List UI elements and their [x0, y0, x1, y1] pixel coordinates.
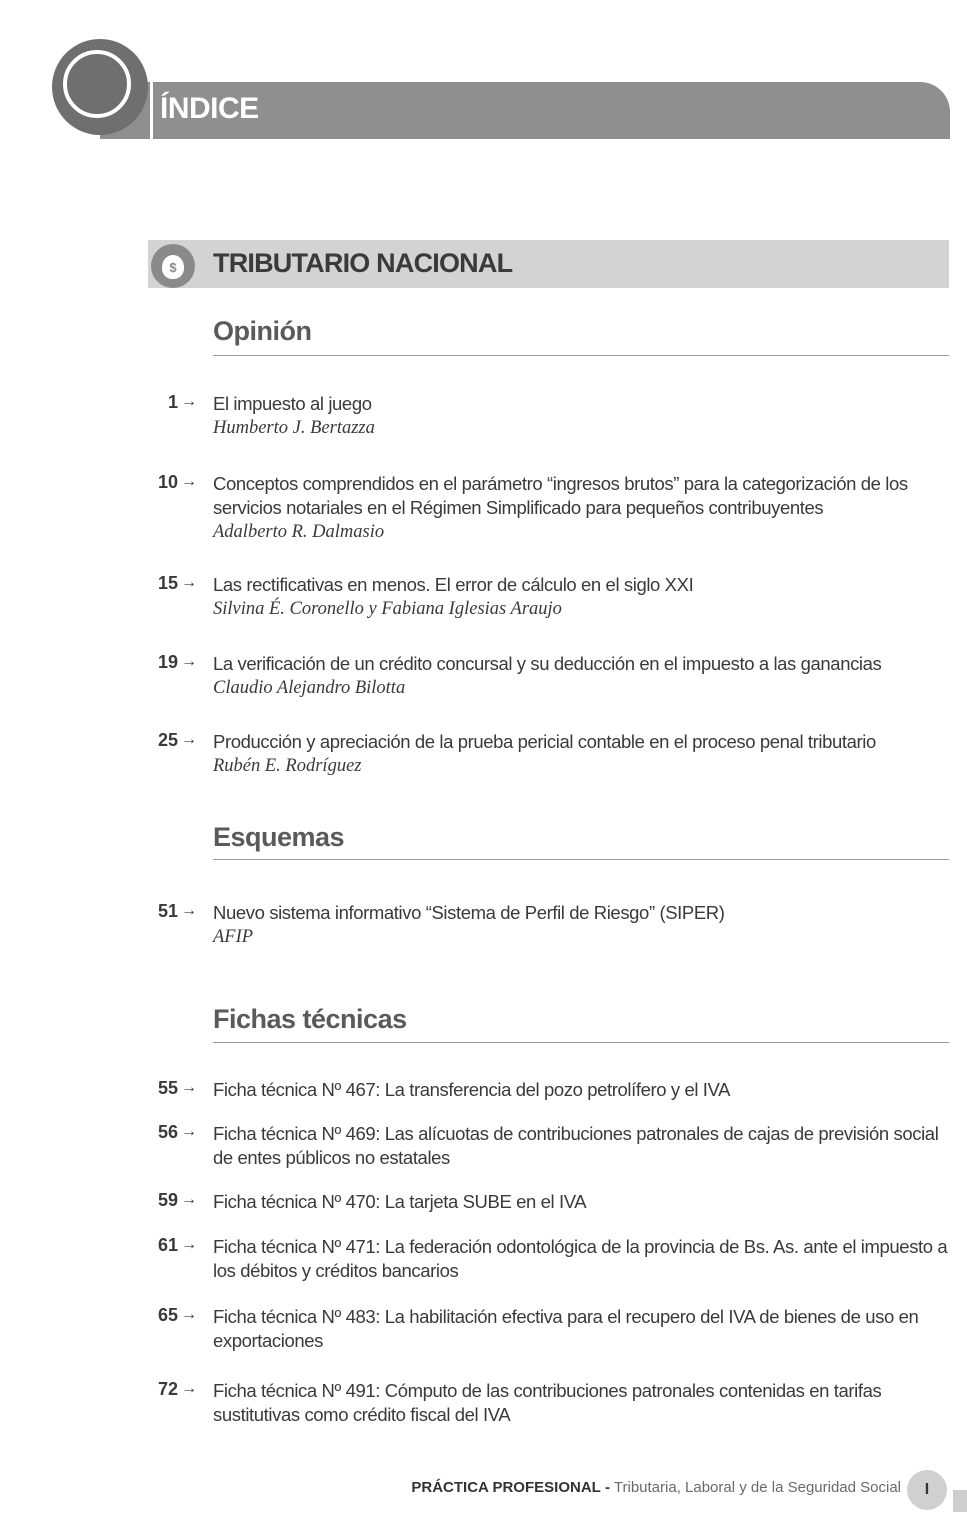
entry-title: Ficha técnica Nº 471: La federación odontológica de la provincia de Bs. As. ante el impuesto a los débitos y créditos bancarios: [213, 1236, 948, 1281]
footer-decoration: [953, 1490, 967, 1512]
entry-title: Ficha técnica Nº 469: Las alícuotas de contribuciones patronales de cajas de previsión social de entes públicos no estatales: [213, 1123, 939, 1168]
entry-author: AFIP: [213, 927, 254, 947]
arrow-right-icon: →: [181, 1306, 197, 1323]
entry-title: Ficha técnica Nº 483: La habilitación efectiva para el recupero del IVA de bienes de uso en exportaciones: [213, 1306, 919, 1351]
entry-page-number: 61: [157, 1235, 178, 1255]
entry-title: El impuesto al juego: [213, 393, 372, 414]
entry-title: Producción y apreciación de la prueba pericial contable en el proceso penal tributario: [213, 731, 876, 752]
section-title: TRIBUTARIO NACIONAL: [213, 248, 513, 278]
arrow-right-icon: →: [181, 731, 197, 748]
entry-page-number: 25: [157, 730, 178, 750]
arrow-right-icon: →: [181, 1380, 197, 1397]
money-bag-symbol: $: [162, 255, 184, 279]
entry-author: Rubén E. Rodríguez: [213, 756, 362, 776]
subsection-title-opinion: Opinión: [213, 316, 312, 346]
arrow-right-icon: →: [181, 902, 197, 919]
entry-author: Silvina É. Coronello y Fabiana Iglesias Araujo: [213, 599, 562, 619]
entry-author: Claudio Alejandro Bilotta: [213, 678, 406, 698]
entry-page-number: 65: [157, 1305, 178, 1325]
entry-author: Adalberto R. Dalmasio: [213, 522, 385, 542]
subsection-rule: [213, 1042, 949, 1043]
entry-page-number: 55: [157, 1078, 178, 1098]
page-footer: [411, 1479, 901, 1496]
entry-page-number: 10: [157, 472, 178, 492]
entry-page-number: 15: [157, 573, 178, 593]
entry-title: Ficha técnica Nº 491: Cómputo de las contribuciones patronales contenidas en tarifas sustitutivas como crédito fiscal del IVA: [213, 1380, 882, 1425]
subsection-title-fichas: Fichas técnicas: [213, 1004, 407, 1034]
entry-page-number: 59: [157, 1190, 178, 1210]
arrow-right-icon: →: [181, 1123, 197, 1140]
entry-author: Humberto J. Bertazza: [213, 418, 375, 438]
page-title: ÍNDICE: [160, 92, 259, 125]
arrow-right-icon: →: [181, 574, 197, 591]
page-number-badge: I: [907, 1470, 947, 1510]
entry-page-number: 56: [157, 1122, 178, 1142]
arrow-right-icon: →: [181, 1236, 197, 1253]
arrow-right-icon: →: [181, 1079, 197, 1096]
subsection-rule: [213, 859, 949, 860]
entry-title: Ficha técnica Nº 467: La transferencia del pozo petrolífero y el IVA: [213, 1079, 731, 1100]
footer-separator: -: [604, 1479, 610, 1496]
entry-page-number: 72: [157, 1379, 178, 1399]
entry-title: Las rectificativas en menos. El error de cálculo en el siglo XXI: [213, 574, 694, 595]
arrow-right-icon: →: [181, 473, 197, 490]
arrow-right-icon: →: [181, 653, 197, 670]
entry-page-number: 19: [157, 652, 178, 672]
footer-publication: PRÁCTICA PROFESIONAL: [411, 1479, 601, 1496]
entry-page-number: 1: [167, 392, 178, 412]
footer-subtitle: Tributaria, Laboral y de la Seguridad Social: [613, 1479, 901, 1496]
header-divider: [150, 82, 153, 139]
entry-title: Nuevo sistema informativo “Sistema de Perfil de Riesgo” (SIPER): [213, 902, 725, 923]
entry-title: Conceptos comprendidos en el parámetro “ingresos brutos” para la categorización de los servicios notariales en el Régimen Simplificado para pequeños contribuyentes: [213, 473, 908, 518]
entry-title: La verificación de un crédito concursal y su deducción en el impuesto a las ganancias: [213, 653, 882, 674]
subsection-rule: [213, 355, 949, 356]
header-ring-icon: [63, 50, 131, 118]
entry-page-number: 51: [157, 901, 178, 921]
entry-title: Ficha técnica Nº 470: La tarjeta SUBE en el IVA: [213, 1191, 587, 1212]
arrow-right-icon: →: [181, 1191, 197, 1208]
subsection-title-esquemas: Esquemas: [213, 822, 345, 852]
arrow-right-icon: →: [181, 393, 197, 410]
